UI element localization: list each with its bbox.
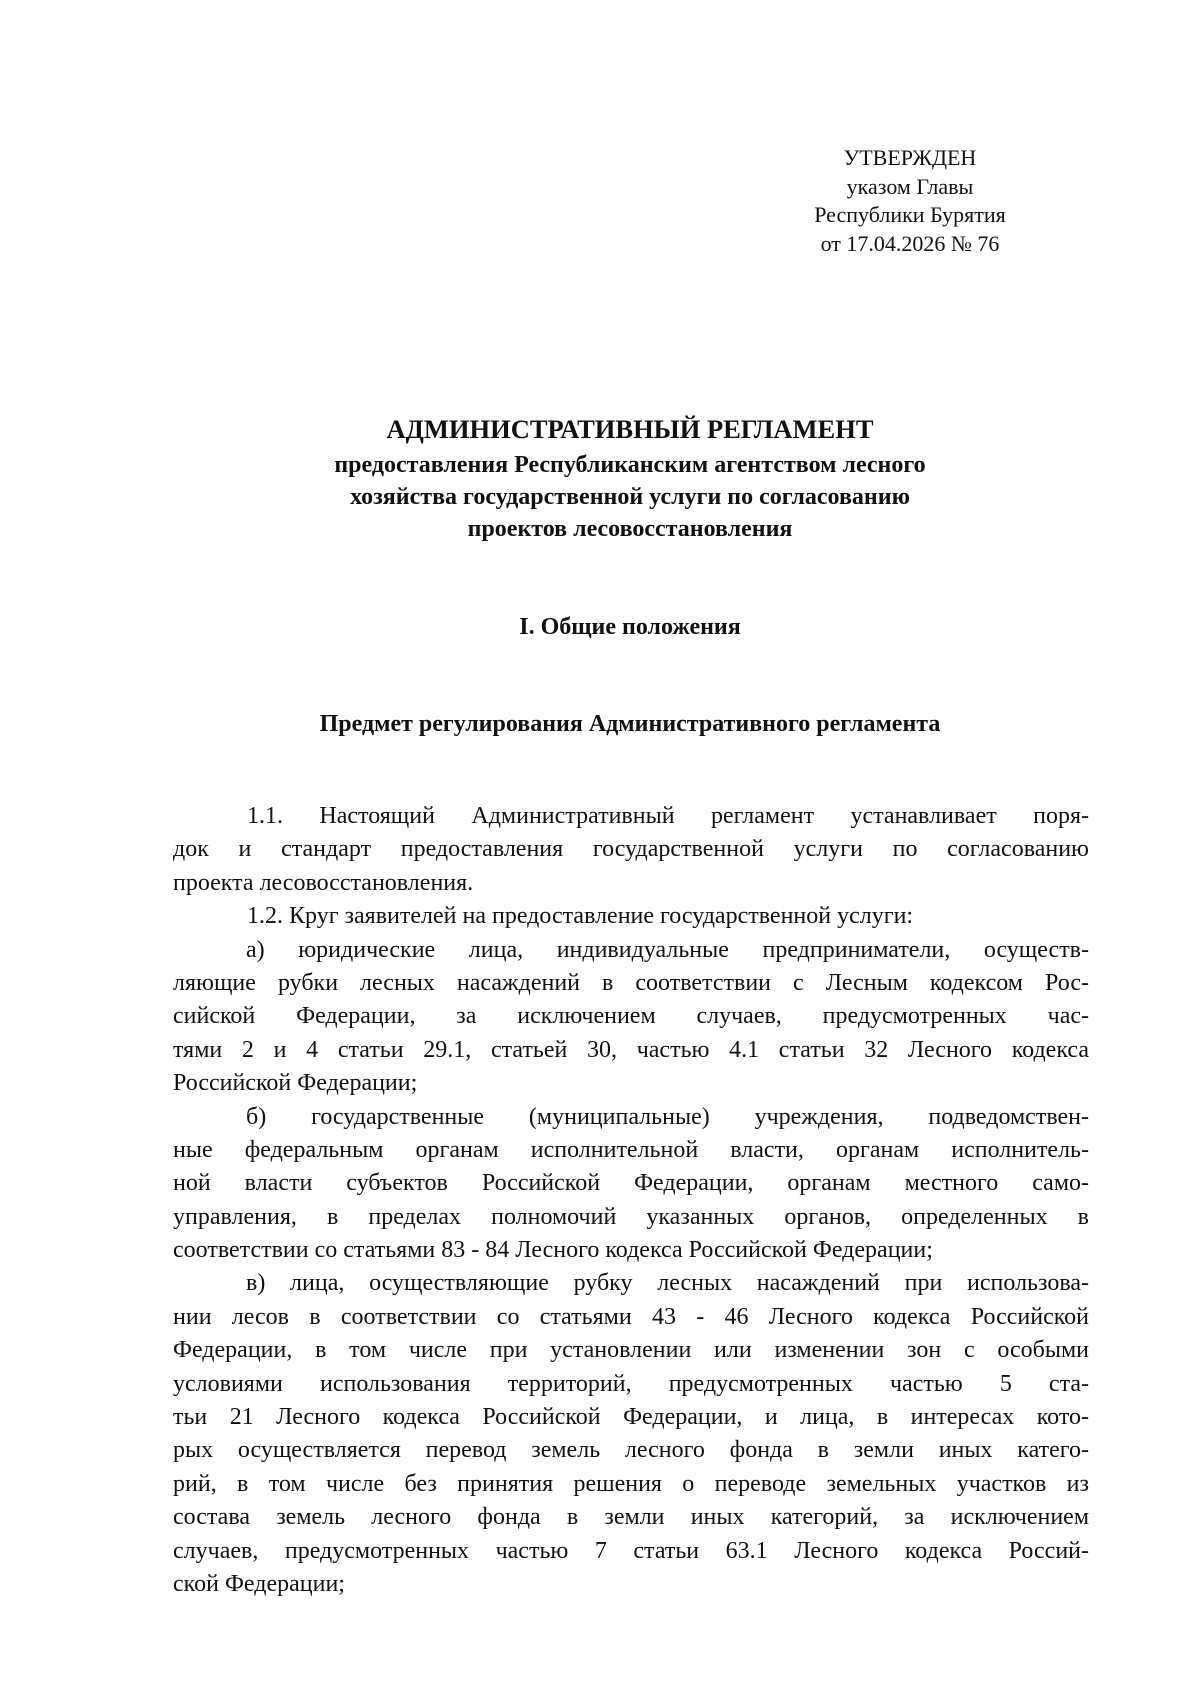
body-line: док и стандарт предоставления государственной услуги по согласованию <box>173 836 1089 863</box>
body-line: условиями использования территорий, предусмотренных частью 5 ста- <box>173 1370 1089 1397</box>
body-line: проекта лесовосстановления. <box>173 869 474 896</box>
body-line: соответствии со статьями 83 - 84 Лесного кодекса Российской Федерации; <box>173 1237 933 1264</box>
body-line: управления, в пределах полномочий указанных органов, определенных в <box>173 1203 1089 1230</box>
approval-line-decree: указом Главы <box>846 173 974 199</box>
body-line: ные федеральным органам исполнительной власти, органам исполнитель- <box>173 1136 1089 1163</box>
body-line: ской Федерации; <box>173 1570 345 1597</box>
body-line: рых осуществляется перевод земель лесного фонда в земли иных катего- <box>173 1437 1089 1464</box>
body-line: б) государственные (муниципальные) учреждения, подведомствен- <box>246 1103 1089 1130</box>
body-line: Федерации, в том числе при установлении или изменении зон с особыми <box>173 1337 1089 1364</box>
approval-line-republic: Республики Бурятия <box>814 202 1006 227</box>
subtitle-line: предоставления Республиканским агентством лесного <box>334 452 926 478</box>
body-line: сийской Федерации, за исключением случаев, предусмотренных час- <box>173 1003 1089 1030</box>
subtitle-line: хозяйства государственной услуги по согласованию <box>350 484 910 510</box>
body-line: 1.1. Настоящий Административный регламент устанавливает поря- <box>247 803 1089 829</box>
body-line: случаев, предусмотренных частью 7 статьи 63.1 Лесного кодекса Россий- <box>173 1537 1089 1564</box>
document-body <box>173 800 1089 1601</box>
document-title: АДМИНИСТРАТИВНЫЙ РЕГЛАМЕНТ <box>386 414 874 444</box>
approval-line-date-number: от 17.04.2026 № 76 <box>820 230 1000 256</box>
approval-stamp-block <box>790 144 1030 258</box>
body-line: 1.2. Круг заявителей на предоставление государственной услуги: <box>247 903 914 930</box>
subtitle-line: проектов лесовосстановления <box>467 516 793 542</box>
body-line: в) лица, осуществляющие рубку лесных насаждений при использова- <box>246 1270 1089 1297</box>
body-line: состава земель лесного фонда в земли иных категорий, за исключением <box>173 1504 1089 1531</box>
body-line: а) юридические лица, индивидуальные предприниматели, осуществ- <box>246 936 1089 963</box>
body-line: рий, в том числе без принятия решения о переводе земельных участков из <box>173 1470 1089 1497</box>
body-line: тями 2 и 4 статьи 29.1, статьей 30, частью 4.1 статьи 32 Лесного кодекса <box>173 1036 1089 1063</box>
body-line: ной власти субъектов Российской Федерации, органам местного само- <box>173 1170 1089 1197</box>
body-line: тьи 21 Лесного кодекса Российской Федерации, и лица, в интересах кото- <box>173 1404 1089 1431</box>
document-subtitle <box>170 449 1090 545</box>
body-line: нии лесов в соответствии со статьями 43 - 46 Лесного кодекса Российской <box>173 1303 1089 1330</box>
body-line: Российской Федерации; <box>173 1070 418 1097</box>
body-line: ляющие рубки лесных насаждений в соответствии с Лесным кодексом Рос- <box>173 969 1089 996</box>
approval-line-approved: УТВЕРЖДЕН <box>843 145 977 170</box>
section-subheading: Предмет регулирования Административного регламента <box>319 711 941 737</box>
section-heading: I. Общие положения <box>519 614 741 640</box>
